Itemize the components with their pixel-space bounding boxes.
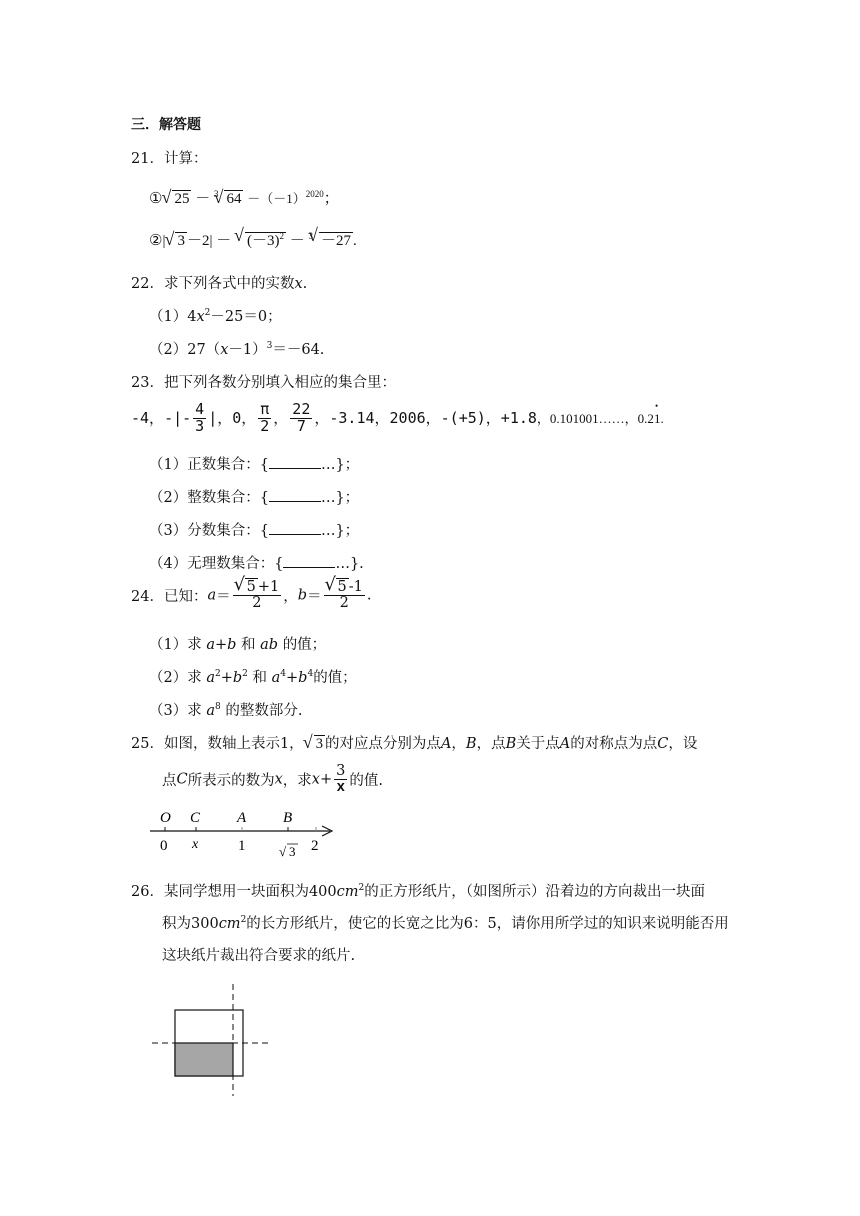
number-line-figure [146, 806, 336, 860]
q21-part-2: ②|√ 3 －2| － √ $(-3)^2 - ^3√ -27$ . [149, 229, 357, 250]
q23-set-fraction: （3）分数集合：{ …}； [149, 523, 360, 539]
axis-value-x: x [192, 837, 199, 852]
axis-label-C: C [190, 810, 201, 826]
answer-blank[interactable] [269, 489, 321, 502]
fraction-pi-2: $\frac{\pi}{2}$ [260, 400, 270, 435]
question-25-line-2: 点C所表示的数为x，求x+ $\frac{3}{x}$ 的值. [162, 763, 383, 796]
answer-blank[interactable] [283, 555, 335, 568]
axis-value-0: 0 [160, 838, 168, 854]
axis-label-A: A [237, 810, 247, 826]
question-23: 23．把下列各数分别填入相应的集合里： [131, 375, 396, 391]
sqrt-3: √ 3 [165, 233, 187, 250]
axis-value-sqrt3: 3 [289, 844, 296, 859]
q22-part-1: $(1)4x^2-25=0$； [149, 308, 282, 325]
fraction-4-3: $\frac{4}{3}$ [195, 400, 205, 435]
sqrt-3: √ 3 [304, 736, 325, 753]
question-text: 计算： [163, 151, 208, 167]
q24-part-3: （3）求 $a^8$ 的整数部分. [149, 702, 303, 719]
fraction-b: √ $\frac{5 -1}{2}$ [324, 580, 365, 611]
question-26-line-1: 26．某同学想用一块面积为$400cm^2$的正方形纸片，（如图所示）沿着边的方向裁出一块面 [131, 883, 705, 900]
q24-part-2: （2）求 $a^2+b^2$ 和 $a^4+b^4$的值； [149, 669, 357, 686]
axis-label-O: O [160, 810, 171, 826]
answer-blank[interactable] [269, 522, 321, 535]
answer-blank[interactable] [269, 456, 321, 469]
question-26-line-2: 积为$300cm^2$的长方形纸片，使它的长宽之比为6：5，请你用所学过的知识来说明能否用 [162, 915, 729, 932]
sqrt-neg3-squared: √ $(-3)^2$ [235, 229, 286, 250]
axis-label-B: B [283, 810, 293, 826]
q23-set-positive: （1）正数集合：{ …}； [149, 457, 360, 473]
q22-part-2: $(2)27(x-1)^3=-64$. [149, 341, 325, 358]
section-title: 三．解答题 [131, 117, 201, 133]
cbrt-64: √ 64 [214, 191, 243, 208]
question-26-line-3: 这块纸片裁出符合要求的纸片. [162, 948, 356, 964]
part-marker: ① [149, 191, 163, 207]
question-21 [131, 147, 207, 168]
part-marker: ② [149, 233, 163, 249]
fraction-a: √ $\frac{5 +1}{2}$ [233, 580, 282, 611]
q23-set-integer: （2）整数集合：{ …}； [149, 490, 360, 506]
repeating-digit: • 1 [654, 411, 661, 427]
cut-rectangle [175, 1043, 233, 1076]
cbrt-neg27: √ －27 [309, 229, 353, 250]
question-24: 24．已知：a＝ √ $\frac{5 +1}{2}$ ，b＝ √ $\frac{5 -1}{2}$ . [131, 580, 371, 611]
square-paper-figure [150, 982, 274, 1098]
question-number: 21． [131, 151, 164, 167]
fraction-3-x: $\frac{3}{x}$ [336, 763, 346, 796]
axis-value-1: 1 [238, 838, 246, 854]
q24-part-1: （1）求 a+b 和 ab 的值； [149, 637, 327, 653]
axis-value-sqrt-symbol: √ [279, 844, 287, 859]
sqrt-25: √ 25 [162, 191, 191, 208]
q21-part-1: ①√ 25 － $^3$√ $64 -(-1)^{2020}$； [149, 187, 339, 208]
axis-value-2: 2 [311, 838, 319, 854]
fraction-22-7: $\frac{22}{7}$ [292, 400, 311, 435]
question-25-line-1: 25．如图，数轴上表示1，√ 3 的对应点分别为点A，B，点B关于点A的对称点为点C，设 [131, 732, 697, 753]
question-22: 22．求下列各式中的实数x. [131, 276, 308, 292]
q23-number-list: -4，-|- $\frac{4}{3}$ |，0， $\frac{\pi}{2}$ ， $\frac{22}{7}$ ，-3.14，2006，-(+5)，+1.8，0.101001……，0.2• 1. [131, 402, 664, 435]
q23-set-irrational: （4）无理数集合：{ …}. [149, 556, 364, 572]
